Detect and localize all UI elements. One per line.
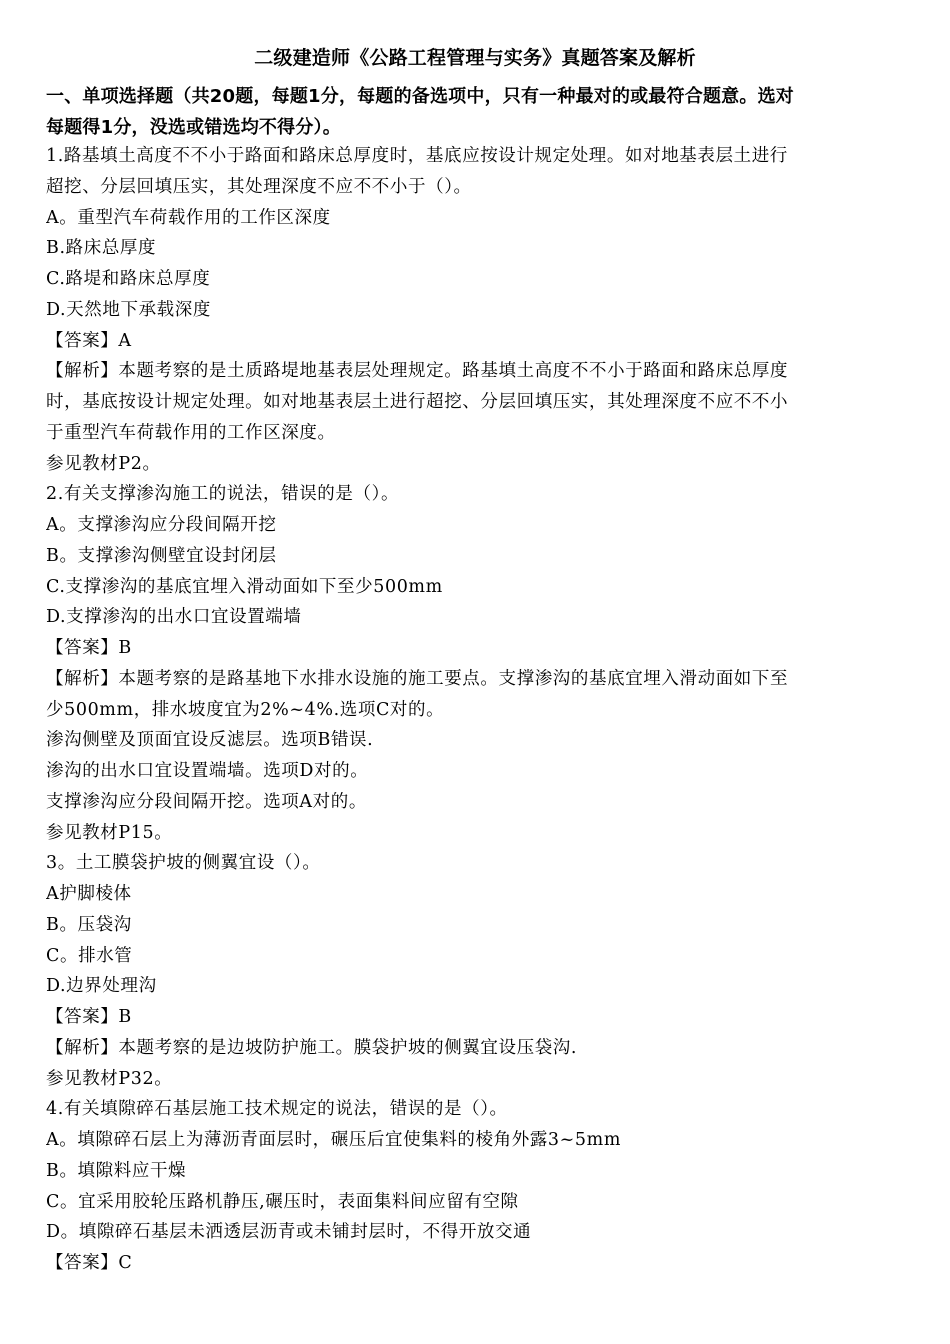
text-line: D.边界处理沟: [46, 976, 157, 997]
text-line: A。重型汽车荷载作用的工作区深度: [46, 207, 331, 228]
text-line: 支撑渗沟应分段间隔开挖。选项A对的。: [46, 791, 367, 812]
text-line: B.路床总厚度: [46, 238, 157, 259]
text-line: 【答案】B: [46, 1007, 132, 1027]
text-line: 4.有关填隙碎石基层施工技术规定的说法，错误的是（）。: [46, 1099, 508, 1120]
document-body: [46, 141, 908, 1279]
text-line: A护脚棱体: [46, 884, 132, 904]
text-line: C.支撑渗沟的基底宜埋入滑动面如下至少500mm: [46, 576, 443, 597]
text-line: 【解析】本题考察的是路基地下水排水设施的施工要点。支撑渗沟的基底宜埋入滑动面如下至: [46, 668, 789, 689]
text-line: 于重型汽车荷载作用的工作区深度。: [46, 422, 336, 443]
text-line: 【解析】本题考察的是土质路堤地基表层处理规定。路基填土高度不不小于路面和路床总厚度: [46, 361, 789, 382]
section-heading-line: 一、单项选择题（共20题，每题1分，每题的备选项中，只有一种最对的或最符合题意。选对: [46, 86, 794, 107]
text-line: B。支撑渗沟侧壁宜设封闭层: [46, 545, 277, 566]
text-line: 1.路基填土高度不不小于路面和路床总厚度时，基底应按设计规定处理。如对地基表层土进行: [46, 146, 788, 166]
section-heading-line: 每题得1分，没选或错选均不得分）。: [46, 117, 341, 138]
text-line: 参见教材P15。: [46, 822, 173, 843]
text-line: 【答案】C: [46, 1253, 133, 1273]
text-line: D.天然地下承载深度: [46, 299, 211, 320]
text-line: 参见教材P2。: [46, 453, 161, 474]
text-line: C。排水管: [46, 945, 133, 966]
text-line: A。填隙碎石层上为薄沥青面层时，碾压后宜使集料的棱角外露3~5mm: [46, 1130, 622, 1150]
text-line: B。压袋沟: [46, 914, 132, 935]
text-line: C。宜采用胶轮压路机静压,碾压时，表面集料间应留有空隙: [46, 1191, 519, 1212]
text-line: 渗沟的出水口宜设置端墙。选项D对的。: [46, 761, 369, 781]
text-line: D.支撑渗沟的出水口宜设置端墙: [46, 607, 302, 628]
text-line: 【答案】B: [46, 638, 132, 658]
text-line: D。填隙碎石基层未洒透层沥青或未铺封层时，不得开放交通: [46, 1222, 532, 1243]
section-heading: [46, 81, 908, 143]
text-line: 2.有关支撑渗沟施工的说法，错误的是（）。: [46, 484, 400, 505]
text-line: C.路堤和路床总厚度: [46, 269, 211, 289]
text-line: 少500mm，排水坡度宜为2%~4%.选项C对的。: [46, 699, 445, 720]
text-line: 参见教材P32。: [46, 1068, 173, 1089]
text-line: 【答案】A: [46, 330, 132, 351]
document-title: 二级建造师《公路工程管理与实务》真题答案及解析: [254, 47, 696, 69]
text-line: 【解析】本题考察的是边坡防护施工。膜袋护坡的侧翼宜设压袋沟.: [46, 1037, 578, 1058]
text-line: 时，基底按设计规定处理。如对地基表层土进行超挖、分层回填压实，其处理深度不应不不小: [46, 392, 789, 412]
text-line: 3。土工膜袋护坡的侧翼宜设（）。: [46, 853, 321, 874]
text-line: B。填隙料应干燥: [46, 1160, 187, 1181]
text-line: 渗沟侧壁及顶面宜设反滤层。选项B错误.: [46, 730, 374, 751]
text-line: 超挖、分层回填压实，其处理深度不应不不小于（）。: [46, 176, 472, 197]
text-line: A。支撑渗沟应分段间隔开挖: [46, 515, 277, 535]
